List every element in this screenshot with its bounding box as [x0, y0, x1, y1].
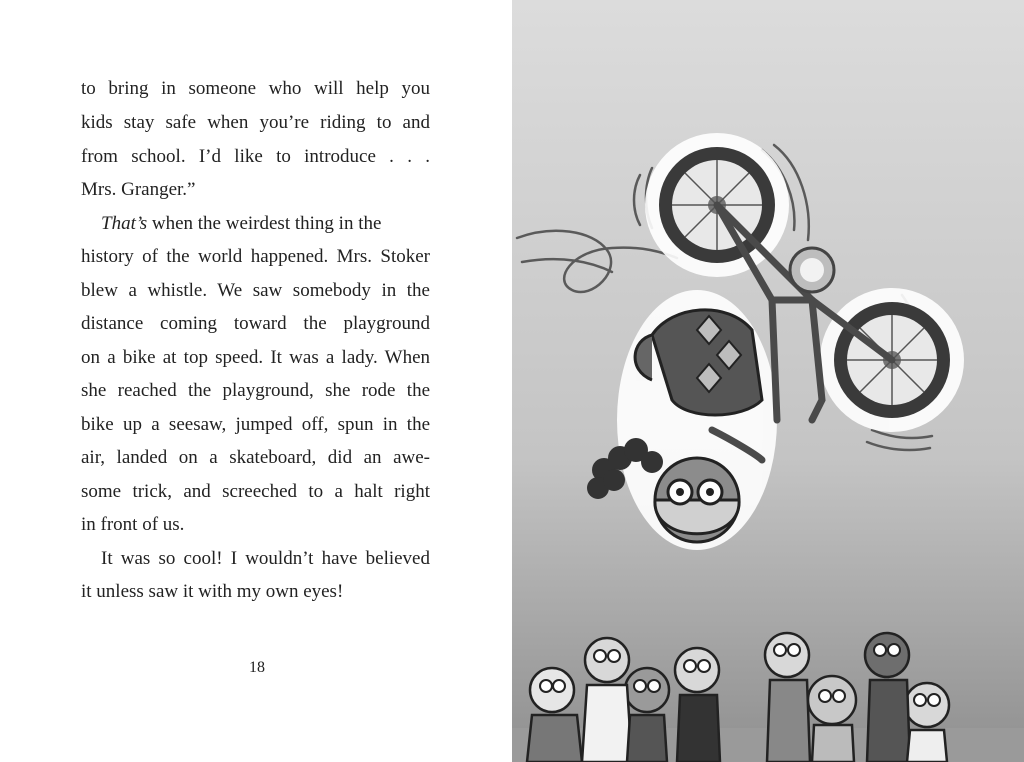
- text-line: bike up a seesaw, jumped off, spun in the: [81, 414, 430, 435]
- text-line: distance coming toward the playground: [81, 313, 430, 334]
- text-line: [101, 212, 381, 236]
- text-line: she reached the playground, she rode the: [81, 380, 430, 401]
- text-line: it unless saw it with my own eyes!: [81, 581, 344, 602]
- text-line: air, landed on a skateboard, did an awe-: [81, 447, 430, 468]
- text-line: blew a whistle. We saw somebody in the: [81, 280, 430, 301]
- text-line: Mrs. Granger.”: [81, 179, 196, 200]
- text-span: when the weirdest thing in the: [147, 213, 382, 234]
- emphasis-text: That’s: [101, 213, 148, 234]
- text-line: kids stay safe when you’re riding to and: [81, 112, 430, 133]
- text-line: It was so cool! I wouldn’t have believed: [101, 548, 430, 569]
- text-line: to bring in someone who will help you: [81, 78, 430, 99]
- illustration-panel: [512, 0, 1024, 762]
- text-line: on a bike at top speed. It was a lady. When: [81, 347, 430, 368]
- text-line: some trick, and screeched to a halt right: [81, 481, 430, 502]
- text-line: history of the world happened. Mrs. Stoker: [81, 246, 430, 267]
- text-line: in front of us.: [81, 514, 185, 535]
- page-number: 18: [249, 659, 265, 676]
- text-line: from school. I’d like to introduce . . .: [81, 146, 430, 167]
